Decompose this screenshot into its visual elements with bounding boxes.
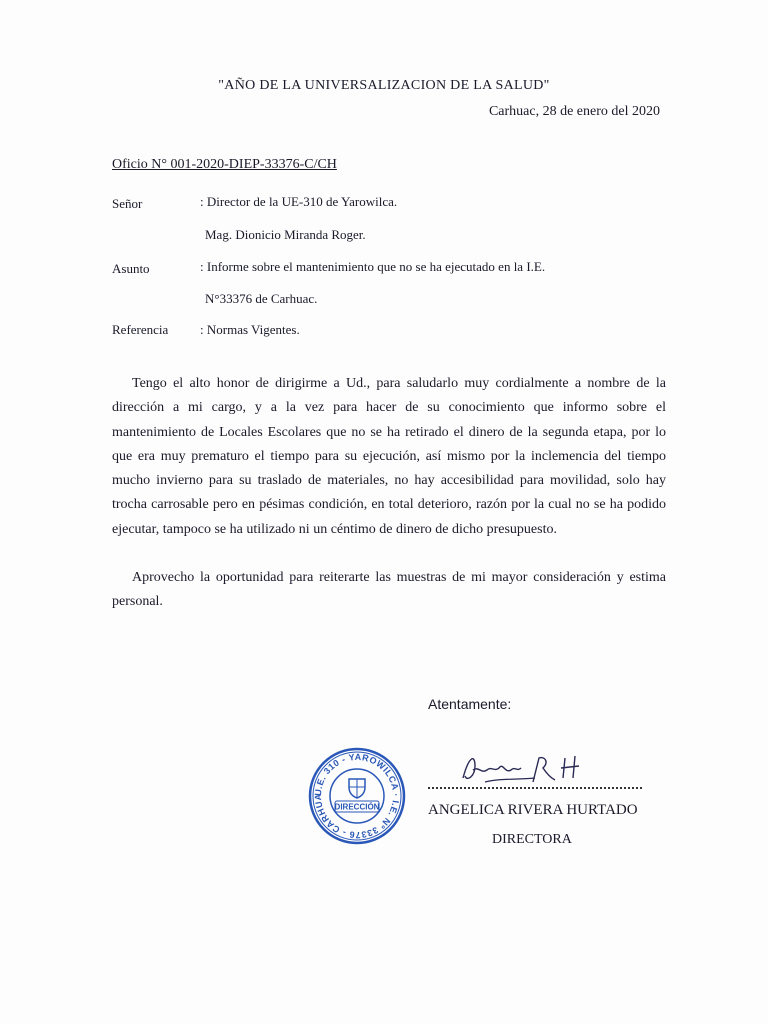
asunto-value-line2: N°33376 de Carhuac. [205,291,318,306]
closing-salutation: Atentamente: [428,696,512,712]
body-paragraph-1: Tengo el alto honor de dirigirme a Ud., para saludarlo muy cordialmente a nombre de la dirección a mi cargo, y a la vez para hacer de su conocimiento que informo sobre el mantenimiento de Locales Escolares que no se ha retirado el dinero de la segunda etapa, por lo que era muy prematuro el tiempo para su ejecución, así mismo por la inclemencia del tiempo mucho invierno para su traslado de materiales, no hay accesibilidad para movilidad, solo hay trocha carrosable pero en pésimas condición, en total deterioro, razón por la cual no se ha podido ejecutar, tampoco se ha utilizado ni un céntimo de dinero de dicho presupuesto. [112,376,666,537]
senor-value-line1: : Director de la UE-310 de Yarowilca. [200,194,398,209]
official-stamp [307,746,407,846]
shield-icon [349,779,365,798]
referencia-value: : Normas Vigentes. [200,322,300,337]
date-line: Carhuac, 28 de enero del 2020 [488,104,660,119]
asunto-value-line1: : Informe sobre el mantenimiento que no se ha ejecutado en la I.E. [200,259,546,274]
body-paragraph-2: Aprovecho la oportunidad para reiterarte las muestras de mi mayor consideración y estima personal. [112,570,666,610]
year-motto: "AÑO DE LA UNIVERSALIZACION DE LA SALUD" [218,78,550,93]
signer-role: DIRECTORA [492,832,572,847]
oficio-number: Oficio N° 001-2020-DIEP-33376-C/CH [112,157,337,172]
senor-value-line2: Mag. Dionicio Miranda Roger. [205,227,366,242]
signature-line [428,787,642,789]
stamp-ring-text: U.E. 310 - YAROWILCA · I.E. Nº 33376 - CARHUA [312,751,402,841]
referencia-label: Referencia [112,322,169,337]
signer-name: ANGELICA RIVERA HURTADO [428,802,638,818]
stamp-center-text: DIRECCIÓN [334,802,380,812]
senor-label: Señor [112,196,143,211]
asunto-label: Asunto [112,261,150,276]
